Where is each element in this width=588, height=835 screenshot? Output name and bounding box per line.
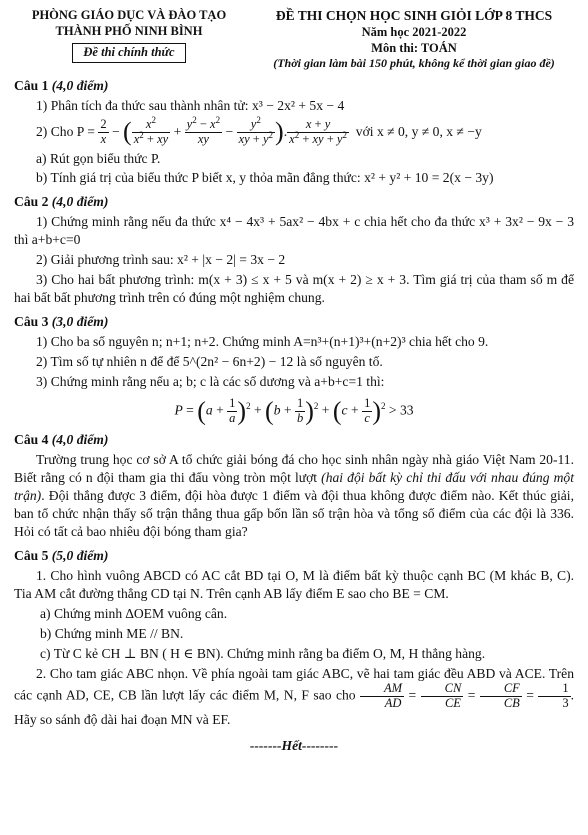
q3-part3: 3) Chứng minh rằng nếu a; b; c là các số dương và a+b+c=1 thì: — [36, 373, 385, 389]
exam-year: Năm học 2021-2022 — [361, 24, 467, 39]
q2-part3: 3) Cho hai bất phương trình: m(x + 3) ≤ x + 5 và m(x + 2) ≥ x + 3. Tìm giá trị của tham số m để hai bất bất phương trình trên có đúng một nghiệm chung. — [14, 272, 574, 306]
q2-heading — [14, 193, 574, 211]
header-left — [14, 8, 244, 71]
q4-text-b: . Đội thắng được 3 điểm, đội hòa được 1 điểm và đội thua không được điểm nào. Kết thúc giải, ban tổ chức nhận thấy số trận thắng thua gấp bốn lần số trận hòa và tổng số điểm của các đội là 336. Hỏi có tất cả bao nhiêu đội bóng tham gia? — [14, 488, 574, 539]
q2-part2: 2) Giải phương trình sau: x² + |x − 2| = 3x − 2 — [36, 252, 286, 268]
q1-condition: với x ≠ 0, y ≠ 0, x ≠ −y — [355, 124, 482, 140]
q4-text — [14, 451, 574, 541]
exam-time: (Thời gian làm bài 150 phút, không kể thời gian giao đề) — [273, 56, 555, 71]
q3-title: Câu 3 — [14, 314, 49, 329]
header-right — [254, 8, 574, 71]
q1-title: Câu 1 — [14, 78, 49, 94]
q5-title: Câu 5 — [14, 547, 49, 563]
q1-part2: 2) Cho P = $\frac{2}{x}$ − ( $\frac{x^2}{x^2 + xy}$ + $\frac{y^2 - x^2}{xy}$ − $\frac{y^2}{xy + y^2}$ ) . $\frac{x + y}{x^2 + xy + y^2}$ với x ≠ 0, y ≠ 0, x ≠ −y — [36, 114, 482, 147]
q5-heading — [14, 547, 574, 565]
q4-text-a: Trường trung học cơ sở A tổ chức giải bóng đá cho học sinh nhân ngày nhà giáo Việt Nam 20-11. Biết rằng có n đội tham gia thi đấu vòng tròn một lượt — [14, 452, 574, 486]
city-name: THÀNH PHỐ NINH BÌNH — [55, 23, 203, 38]
q2-part1: 1) Chứng minh rằng nếu đa thức x⁴ − 4x³ + 5ax² − 4bx + c chia hết cho đa thức x³ + 3x² − 9x − 3 thì a+b+c=0 — [14, 214, 574, 248]
q1-heading — [14, 77, 574, 95]
q2-score: (4,0 điểm) — [51, 194, 109, 210]
official-badge: Đề thi chính thức — [72, 43, 185, 63]
q3-heading — [14, 313, 574, 331]
q5-b: b) Chứng minh ME // BN. — [40, 625, 184, 641]
header — [14, 8, 574, 71]
q2-title: Câu 2 — [14, 194, 49, 210]
frac-2-x: $\frac{2}{x}$ — [100, 117, 107, 146]
q5-part2-tail: . Hãy so sánh độ dài hai đoạn MN và EF. — [14, 687, 574, 727]
frac-term2: $\frac{y^2 - x^2}{xy}$ — [186, 114, 221, 146]
q5-part2: 2. Cho tam giác ABC nhọn. Về phía ngoài tam giác ABC, vẽ hai tam giác đều ABD và ACE. Trên các cạnh AD, CE, CB lần lượt lấy các điểm M, N, F sao cho $\frac{AM}{AD}$ = $\frac{CN}{CE}$ = $\frac{CF}{CB}$ = $\frac{1}{3}$ . Hãy so sánh độ dài hai đoạn MN và EF. — [14, 665, 574, 727]
frac-term3: $\frac{y^2}{xy + y^2}$ — [238, 114, 274, 146]
dept-name: PHÒNG GIÁO DỤC VÀ ĐÀO TẠO — [31, 8, 227, 22]
q1-a: a) Rút gọn biểu thức P. — [36, 150, 161, 166]
q5-c: c) Từ C kẻ CH ⊥ BN ( H ∈ BN). Chứng minh rằng ba điểm O, M, H thẳng hàng. — [40, 645, 486, 661]
q5-score: (5,0 điểm) — [51, 547, 109, 563]
q4-title: Câu 4 — [14, 432, 49, 448]
q4-heading — [14, 431, 574, 449]
exam-subject: Môn thi: TOÁN — [371, 40, 457, 55]
q1-part2-pre: 2) Cho P = — [36, 124, 95, 140]
q3-part2: 2) Tìm số tự nhiên n để để 5^(2n² − 6n+2) − 12 là số nguyên tố. — [36, 353, 383, 369]
q1-b: b) Tính giá trị của biểu thức P biết x, y thỏa mãn đẳng thức: x² + y² + 10 = 2(x − 3y) — [36, 170, 494, 186]
frac-term1: $\frac{x^2}{x^2 + xy}$ — [133, 114, 169, 146]
q1-score: (4,0 điểm) — [51, 78, 109, 94]
q3-inequality-tail: > 33 — [388, 402, 414, 418]
q5-a: a) Chứng minh ∆OEM vuông cân. — [40, 605, 228, 621]
q3-part1: 1) Cho ba số nguyên n; n+1; n+2. Chứng minh A=n³+(n+1)³+(n+2)³ chia hết cho 9. — [36, 333, 489, 349]
q4-score: (4,0 điểm) — [51, 432, 109, 448]
q5-part1: 1. Cho hình vuông ABCD có AC cắt BD tại O, M là điểm bất kỳ thuộc cạnh BC (M khác B, C). Tia AM cắt đường thẳng CD tại N. Trên cạnh AB lấy điểm E sao cho BE = CM. — [14, 567, 574, 601]
footer-end: -------Hết-------- — [249, 737, 339, 753]
q1-part1: 1) Phân tích đa thức sau thành nhân tử: x³ − 2x² + 5x − 4 — [36, 98, 345, 114]
exam-title: ĐỀ THI CHỌN HỌC SINH GIỎI LỚP 8 THCS — [275, 8, 553, 23]
q4-text-italic: (hai đội bất kỳ chỉ thi đấu với nhau đúng một trận) — [14, 470, 575, 504]
q5-part2-text: 2. Cho tam giác ABC nhọn. Về phía ngoài tam giác ABC, vẽ hai tam giác đều ABD và ACE. Trên các cạnh AD, CE, CB lần lượt lấy các điểm M, N, F sao cho — [14, 665, 574, 703]
frac-term4: $\frac{x + y}{x^2 + xy + y^2}$ — [289, 117, 347, 146]
q3-inequality: P = (a + $\frac{1}{a}$ )$^2$ + (b + $\frac{1}{b}$ )$^2$ + (c + $\frac{1}{c}$ )$^2$ > 33 — [174, 395, 414, 425]
q3-score: (3,0 điểm) — [51, 314, 109, 329]
